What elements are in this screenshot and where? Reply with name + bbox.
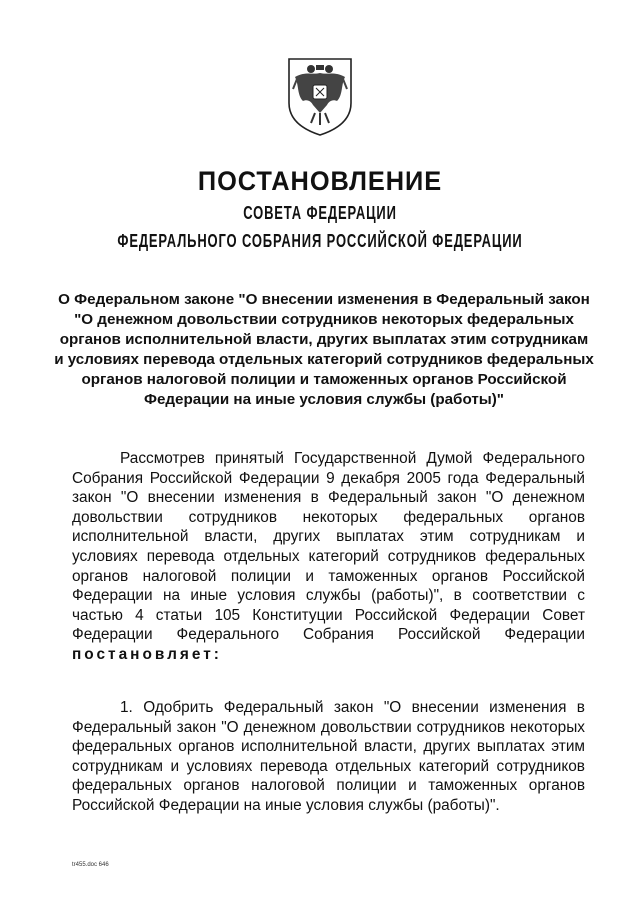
document-title: ПОСТАНОВЛЕНИЕ: [197, 166, 443, 196]
file-reference: tr455.doc 646: [72, 862, 109, 868]
coat-of-arms-icon: [283, 55, 357, 137]
preamble-text: Рассмотрев принятый Государственной Думой Федерального Собрания Российской Федерации 9 декабря 2005 года Федеральный закон "О внесении изменения в Федеральный закон "О денежном довольствии сотрудников некоторых федеральных органов исполнительной власти, других выплатах этим сотрудникам и условиях перевода отдельных категорий сотрудников федеральных органов налоговой полиции и таможенных органов Российской Федерации на иные условия службы (работы)", в соответствии с частью 4 статьи 105 Конституции Российской Федерации Совет Федерации Федерального Собрания Российской Федерации: [72, 450, 585, 644]
issuer-line-1: СОВЕТА ФЕДЕРАЦИИ: [243, 203, 397, 223]
decision-paragraph: 1. Одобрить Федеральный закон "О внесении изменения в Федеральный закон "О денежном довольствии сотрудников некоторых федеральных органов исполнительной власти, других выплатах этим сотрудникам и условиях перевода отдельных категорий сотрудников федеральных органов налоговой полиции и таможенных органов Российской Федерации на иные условия службы (работы)".: [72, 699, 585, 814]
issuer-line-2: ФЕДЕРАЛЬНОГО СОБРАНИЯ РОССИЙСКОЙ ФЕДЕРАЦИИ: [117, 231, 523, 251]
preamble-paragraph: [72, 449, 585, 665]
decree-word: постановляет:: [72, 645, 222, 663]
document-subject: О Федеральном законе "О внесении изменения в Федеральный закон "О денежном довольствии сотрудников некоторых федеральных органов исполнительной власти, других выплатах этим сотрудникам и условиях перевода отдельных категорий сотрудников федеральных органов налоговой полиции и таможенных органов Российской Федерации на иные условия службы (работы)": [54, 291, 594, 408]
